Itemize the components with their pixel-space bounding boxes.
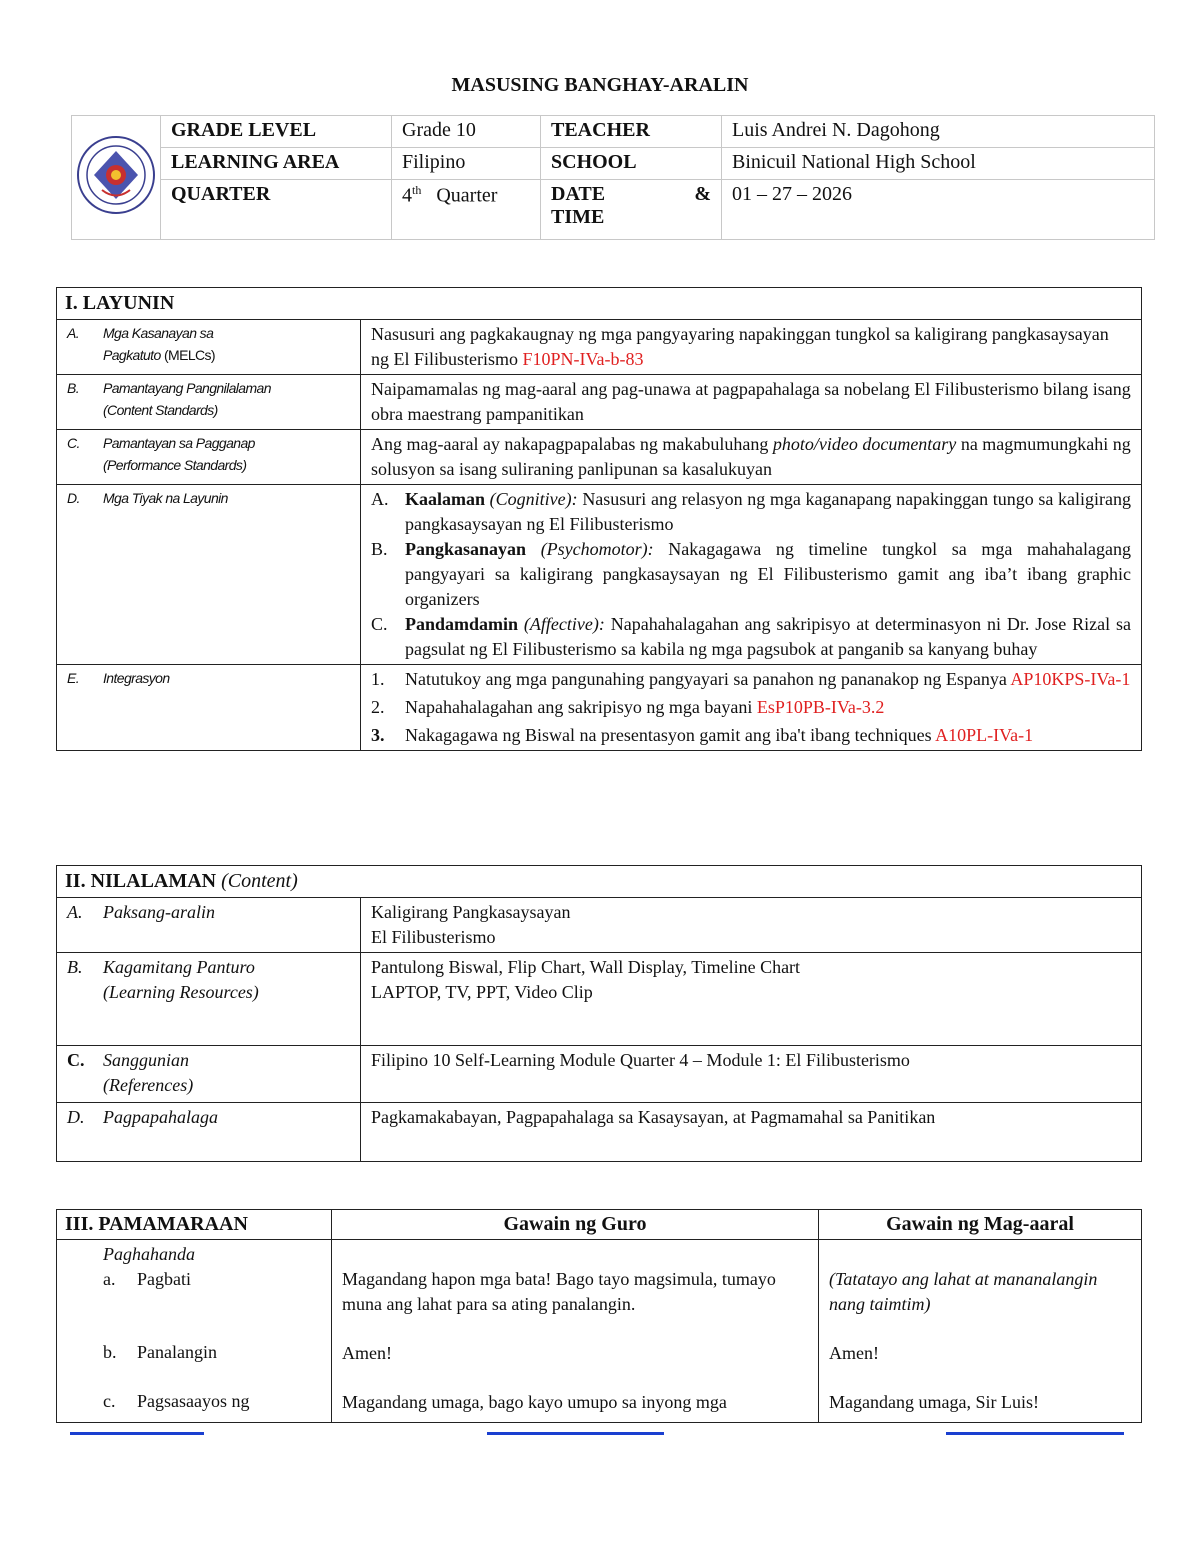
letter-b: B. — [67, 957, 83, 977]
d-item-bold: Pangkasanayan — [405, 539, 527, 559]
col-guro: Gawain ng Guro — [332, 1210, 819, 1240]
layunin-b-label — [57, 375, 361, 430]
d-item-1 — [371, 487, 1131, 537]
section-paghahanda: Paghahanda — [103, 1244, 195, 1264]
grade-level-label: GRADE LEVEL — [161, 116, 392, 148]
nilalaman-heading — [57, 866, 1142, 898]
b-label-1: Pamantayang Pangnilalaman — [103, 380, 271, 396]
b-label-2: (Learning Resources) — [103, 982, 259, 1002]
letter-b: B. — [67, 380, 80, 396]
deped-seal-icon — [76, 135, 156, 215]
e-item-marker: 3. — [371, 725, 385, 745]
nilalaman-heading-text: II. NILALAMAN — [65, 870, 217, 892]
learning-area-value: Filipino — [392, 148, 541, 180]
step-c — [103, 1389, 321, 1414]
quarter-label: QUARTER — [161, 180, 392, 240]
e-item-marker: 1. — [371, 669, 385, 689]
e-item-2 — [371, 695, 1131, 720]
pamamaraan-table — [56, 1209, 1142, 1423]
a-line-2: El Filibusterismo — [371, 927, 496, 947]
a-label-2: Pagkatuto — [103, 347, 161, 363]
date-value: 01 – 27 – 2026 — [722, 180, 1155, 240]
guro-text: Magandang hapon mga bata! Bago tayo magsimula, tumayo muna ang lahat para sa ating panalangin. — [342, 1269, 776, 1314]
magaaral-column — [819, 1240, 1142, 1423]
c-label-2: (References) — [103, 1075, 194, 1095]
a-text: Nasusuri ang pagkakaugnay ng mga pangyayaring napakinggan tungkol sa kaligirang pangkasaysayan ng El Filibusterismo — [371, 324, 1109, 369]
c-label-1: Pamantayan sa Pagganap — [103, 435, 255, 451]
c-text-1: Ang mag-aaral ay nakapagpapalabas ng makabuluhang — [371, 434, 769, 454]
time-label: TIME — [551, 206, 605, 228]
d-item-ital: (Psychomotor): — [540, 539, 654, 559]
d-label: Pagpapahalaga — [103, 1107, 218, 1127]
e-label: Integrasyon — [103, 670, 170, 686]
letter-e: E. — [67, 670, 80, 686]
layunin-d-content — [361, 485, 1142, 665]
d-item-3 — [371, 612, 1131, 662]
layunin-table — [56, 287, 1142, 751]
page-title: MASUSING BANGHAY-ARALIN — [451, 74, 749, 96]
guro-text: Amen! — [342, 1343, 392, 1363]
letter-a: A. — [67, 325, 80, 341]
step-marker: c. — [103, 1391, 116, 1411]
d-item-bold: Pandamdamin — [405, 614, 519, 634]
step-label: Panalangin — [137, 1342, 217, 1362]
letter-a: A. — [67, 902, 83, 922]
nilalaman-heading-ital: (Content) — [221, 870, 298, 892]
step-marker: a. — [103, 1269, 116, 1289]
date-time-label — [541, 180, 722, 240]
guro-column — [332, 1240, 819, 1423]
e-item-code: A10PL-IVa-1 — [935, 725, 1034, 745]
step-label: Pagsasaayos ng — [137, 1391, 250, 1411]
d-item-2 — [371, 537, 1131, 612]
quarter-sup: th — [412, 183, 422, 197]
a-label: Paksang-aralin — [103, 902, 215, 922]
letter-c: C. — [67, 1050, 85, 1070]
d-label: Mga Tiyak na Layunin — [103, 490, 228, 506]
b-line-2: LAPTOP, TV, PPT, Video Clip — [371, 982, 593, 1002]
layunin-c-content — [361, 430, 1142, 485]
grade-level-value: Grade 10 — [392, 116, 541, 148]
magaaral-text: (Tatatayo ang lahat at mananalangin nang taimtim) — [829, 1269, 1098, 1314]
step-b — [103, 1340, 321, 1365]
guro-text: Magandang umaga, bago kayo umupo sa inyong mga — [342, 1392, 727, 1412]
layunin-b-content: Naipamamalas ng mag-aaral ang pag-unawa at pagpapahalaga sa nobelang El Filibusterismo bilang isang obra maestrang pampanitikan — [361, 375, 1142, 430]
teacher-value: Luis Andrei N. Dagohong — [722, 116, 1155, 148]
letter-d: D. — [67, 490, 80, 506]
nilalaman-a-label — [57, 898, 361, 953]
e-item-3 — [371, 723, 1131, 748]
school-label: SCHOOL — [541, 148, 722, 180]
layunin-e-content — [361, 665, 1142, 751]
c-label-2: (Performance Standards) — [103, 457, 247, 473]
c-text-2: na magmumungkahi ng solusyon sa isang suliraning panlipunan sa kasalukuyan — [371, 434, 1131, 479]
layunin-c-label — [57, 430, 361, 485]
d-item-text: Napahahalagahan ang sakripisyo at determinasyon ni Dr. Jose Rizal sa pagsulat ng El Filibusterismo sa kabila ng mga pagsubok at panganib sa kanyang buhay — [405, 614, 1132, 659]
e-item-code: EsP10PB-IVa-3.2 — [756, 697, 885, 717]
d-item-marker: C. — [371, 614, 388, 634]
e-item-1 — [371, 667, 1131, 692]
d-item-text: Nasusuri ang relasyon ng mga kaganapang napakinggan tungo sa kaligirang pangkasaysayan ng El Filibusterismo — [405, 489, 1132, 534]
e-item-code: AP10KPS-IVa-1 — [1010, 669, 1131, 689]
d-item-bold: Kaalaman — [405, 489, 486, 509]
d-item-ital: (Affective): — [523, 614, 605, 634]
magaaral-text: Magandang umaga, Sir Luis! — [829, 1392, 1039, 1412]
col-magaaral: Gawain ng Mag-aaral — [819, 1210, 1142, 1240]
nilalaman-b-content — [361, 953, 1142, 1046]
nilalaman-c-content: Filipino 10 Self-Learning Module Quarter 4 – Module 1: El Filibusterismo — [361, 1046, 1142, 1103]
d-item-marker: A. — [371, 489, 389, 509]
pamamaraan-steps — [57, 1240, 332, 1423]
b-label-2: (Content Standards) — [103, 402, 218, 418]
d-item-marker: B. — [371, 539, 388, 559]
logo-cell — [72, 116, 161, 240]
footer-line — [70, 1432, 204, 1435]
d-item-text: Nakagagawa ng timeline tungkol sa mga mahahalagang pangyayari sa kaligirang pangkasaysayan ng El Filibusterismo gamit ang iba’t ibang graphic organizers — [405, 539, 1131, 609]
e-item-text: Natutukoy ang mga pangunahing pangyayari sa panahon ng pananakop ng Espanya — [405, 669, 1007, 689]
d-item-ital: (Cognitive): — [489, 489, 578, 509]
teacher-label: TEACHER — [541, 116, 722, 148]
footer-line — [946, 1432, 1124, 1435]
layunin-heading: I. LAYUNIN — [57, 288, 1142, 320]
learning-area-label: LEARNING AREA — [161, 148, 392, 180]
nilalaman-a-content — [361, 898, 1142, 953]
a-line-1: Kaligirang Pangkasaysayan — [371, 902, 571, 922]
magaaral-text: Amen! — [829, 1343, 879, 1363]
nilalaman-table — [56, 865, 1142, 1162]
letter-c: C. — [67, 435, 80, 451]
footer-line — [487, 1432, 664, 1435]
layunin-a-content — [361, 320, 1142, 375]
a-label-3: (MELCs) — [163, 347, 215, 363]
c-label-1: Sanggunian — [103, 1050, 190, 1070]
e-item-text: Napahahalagahan ang sakripisyo ng mga bayani — [405, 697, 753, 717]
nilalaman-c-label — [57, 1046, 361, 1103]
layunin-d-label — [57, 485, 361, 665]
nilalaman-b-label — [57, 953, 361, 1046]
b-line-1: Pantulong Biswal, Flip Chart, Wall Display, Timeline Chart — [371, 957, 801, 977]
date-label: DATE — [551, 183, 606, 205]
nilalaman-d-label — [57, 1103, 361, 1162]
e-item-text: Nakagagawa ng Biswal na presentasyon gamit ang iba't ibang techniques — [405, 725, 932, 745]
school-value: Binicuil National High School — [722, 148, 1155, 180]
layunin-e-label — [57, 665, 361, 751]
a-code: F10PN-IVa-b-83 — [522, 349, 644, 369]
quarter-num: 4 — [402, 184, 412, 207]
amp-label: & — [694, 183, 711, 205]
quarter-value — [392, 180, 541, 240]
nilalaman-d-content: Pagkamakabayan, Pagpapahalaga sa Kasaysayan, at Pagmamahal sa Panitikan — [361, 1103, 1142, 1162]
step-a — [103, 1267, 321, 1292]
e-item-marker: 2. — [371, 697, 385, 717]
pamamaraan-heading: III. PAMAMARAAN — [57, 1210, 332, 1240]
c-text-ital: photo/video documentary — [772, 434, 957, 454]
header-info-table — [71, 115, 1155, 240]
step-marker: b. — [103, 1342, 117, 1362]
step-label: Pagbati — [137, 1269, 191, 1289]
a-label-1: Mga Kasanayan sa — [103, 325, 214, 341]
letter-d: D. — [67, 1107, 85, 1127]
b-label-1: Kagamitang Panturo — [103, 957, 255, 977]
quarter-word: Quarter — [436, 184, 498, 207]
layunin-a-label — [57, 320, 361, 375]
